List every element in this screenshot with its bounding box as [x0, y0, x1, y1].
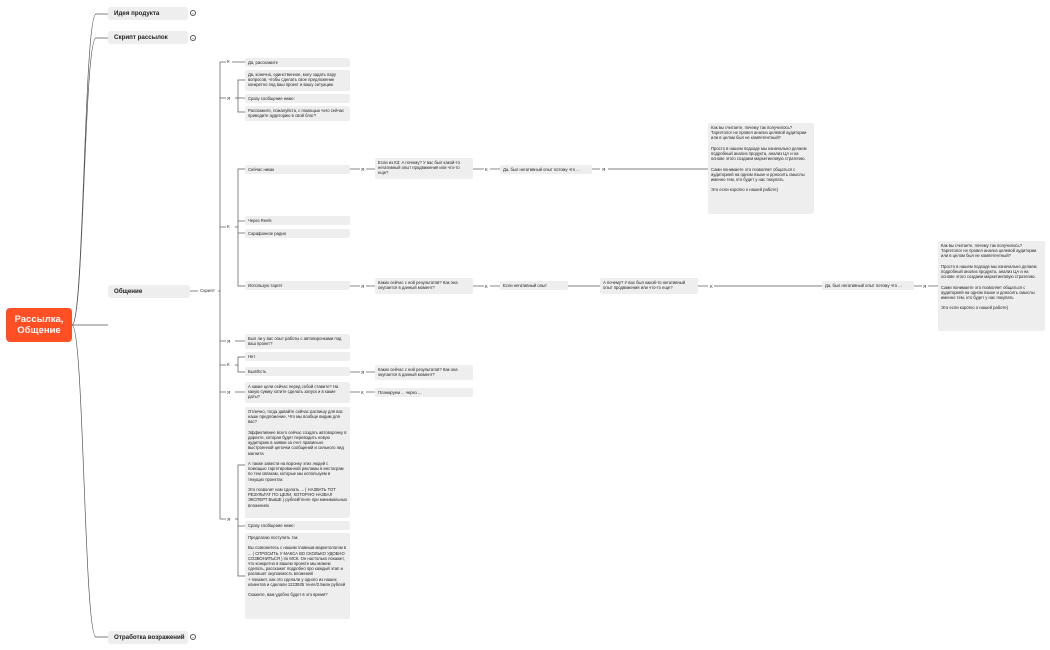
dialog-node[interactable]: Если из КЗ: А почему? У вас был какой-то негативный опыт продвижения или что-то еще?: [375, 158, 473, 179]
speaker-me-tag: Я: [361, 370, 365, 375]
dialog-node[interactable]: А почему? У вас был какой-то негативный опыт продвижения или что-то еще?: [600, 278, 698, 294]
branch-script[interactable]: Скрипт рассылок: [108, 31, 188, 44]
dialog-node[interactable]: Каких сейчас с ной результатов? Как она окупается в данный момент?: [375, 365, 473, 380]
speaker-client-tag: К: [485, 284, 488, 289]
branch-idea[interactable]: Идея продукта: [108, 7, 188, 20]
speaker-me-tag: Я: [227, 96, 231, 101]
speaker-me-tag: Я: [602, 167, 606, 172]
dialog-node[interactable]: Сейчас никак: [245, 165, 350, 174]
speaker-client-tag: К: [227, 59, 230, 64]
dialog-node[interactable]: Как вы считаете, почему так получилось? Таргетолог не провел анализ целевой аудитории или в целом был не компетентный? Просто в нашем подходе мы изначально делаем подробный анализ продукта, анализ ЦА и на основе этого создаем маркетинговую стратегию. Сами понимаете это позволяет общаться с аудиторией на одном языке и доносить смыслы именно тем, кто будет у нас покупать Это если коротко о нашей работе): [938, 241, 1045, 331]
branch-objections[interactable]: Отработка возражений: [108, 631, 188, 644]
dialog-node[interactable]: Сразу сообщение ниже:: [245, 521, 350, 530]
expand-icon[interactable]: +: [191, 10, 195, 16]
speaker-me-tag: Я: [227, 339, 231, 344]
dialog-node[interactable]: Планируем ... через ...: [375, 388, 473, 397]
dialog-node[interactable]: А какие цели сейчас перед собой ставите? На какую сумму хотите сделать запуск и в какие даты?: [245, 382, 350, 403]
dialog-node[interactable]: Был ли у вас опыт работы с автоворонками под ваш проект?: [245, 334, 350, 349]
speaker-me-tag: Я: [227, 517, 231, 522]
speaker-me-tag: Я: [361, 167, 365, 172]
branch-communication[interactable]: Общение: [108, 285, 190, 298]
speaker-client-tag: К: [485, 167, 488, 172]
dialog-node[interactable]: Да, был негативный опыт потому что ...: [822, 281, 914, 290]
speaker-client-tag: К: [227, 224, 230, 229]
dialog-node[interactable]: Использую таргет: [245, 281, 350, 290]
dialog-node[interactable]: Через Reels: [245, 216, 350, 225]
speaker-me-tag: Я: [227, 390, 231, 395]
dialog-node[interactable]: Да, конечно, единственное, могу задать пару вопросов, чтобы сделать свое предложение конкретно под ваш проект и вашу ситуацию: [245, 70, 350, 91]
dialog-node[interactable]: Отлично, тогда давайте сейчас распишу для вас наше предложение. Что мы вообще видим для вас? Эффективнее всего сейчас создать автоворонку в директе, которая будет переводить новую аудиторию в заявки за счет правильно выстроенной цепочки сообщений и сильного лид магнита А также завести на воронку этих людей с помощью таргетированной рекламы в инстаграм по тем связкам, которые мы используем в текущих проектах Это позволит нам сделать ... ( НАЗВАТЬ ТОТ РЕЗУЛЬТАТ ПО ЦЕЛИ, КОТОРУЮ НАЗВАЛ ЭКСПЕРТ ВЫШЕ ) рублей/тенге при минимальных вложениях: [245, 407, 350, 518]
dialog-node[interactable]: Да, расскажите: [245, 58, 350, 67]
dialog-node[interactable]: Да, был негативный опыт потому что ...: [500, 165, 592, 174]
dialog-node[interactable]: Нет: [245, 352, 350, 361]
script-tag: Скрипт: [200, 288, 216, 293]
dialog-node[interactable]: Каких сейчас с ной результатов? Как она окупается в данный момент?: [375, 278, 473, 294]
speaker-client-tag: К: [227, 362, 230, 367]
dialog-node[interactable]: Предлагаю поступить так Вы созвонитесь с нашим главным маркетологом в ... ( СПРОСИТЬ У МАКСА ВО СКОЛЬКО УДОБНО СОЗВОНИТЬСЯ ) по МСК. Он настолько покажет, что конкретно в вашем проекте мы можем сделать, расскажет подробно про каждый этап и распишет окупаемость вложений + покажет, как это сделали у одного из наших клиентов и сделали 1223935 тенге/2.5млн рублей Скажите, вам удобно будет в это время?: [245, 533, 350, 619]
dialog-node[interactable]: Был/Есть: [245, 367, 350, 376]
speaker-me-tag: Я: [361, 284, 365, 289]
speaker-client-tag: К: [710, 284, 713, 289]
dialog-node[interactable]: Как вы считаете, почему так получилось? Таргетолог не провел анализ целевой аудитории или в целом был не компетентный? Просто в нашем подходе мы изначально делаем подробный анализ продукта, анализ ЦА и на основе этого создаем маркетинговую стратегию. Сами понимаете это позволяет общаться с аудиторией на одном языке и доносить смыслы именно тем, кто будет у нас покупать Это если коротко о нашей работе): [708, 123, 814, 214]
dialog-node[interactable]: Сарафанное радио: [245, 229, 350, 238]
expand-icon[interactable]: +: [191, 35, 195, 41]
expand-icon[interactable]: +: [191, 634, 195, 640]
dialog-node[interactable]: Сразу сообщение ниже:: [245, 94, 350, 103]
central-topic[interactable]: Рассылка, Общение: [6, 308, 72, 342]
dialog-node[interactable]: Если негативный опыт: [500, 281, 568, 290]
speaker-me-tag: Я: [923, 284, 927, 289]
dialog-node[interactable]: Расскажите, пожалуйста, с помощью чего сейчас приводите аудиторию в свой блог?: [245, 106, 350, 121]
speaker-client-tag: К: [361, 390, 364, 395]
